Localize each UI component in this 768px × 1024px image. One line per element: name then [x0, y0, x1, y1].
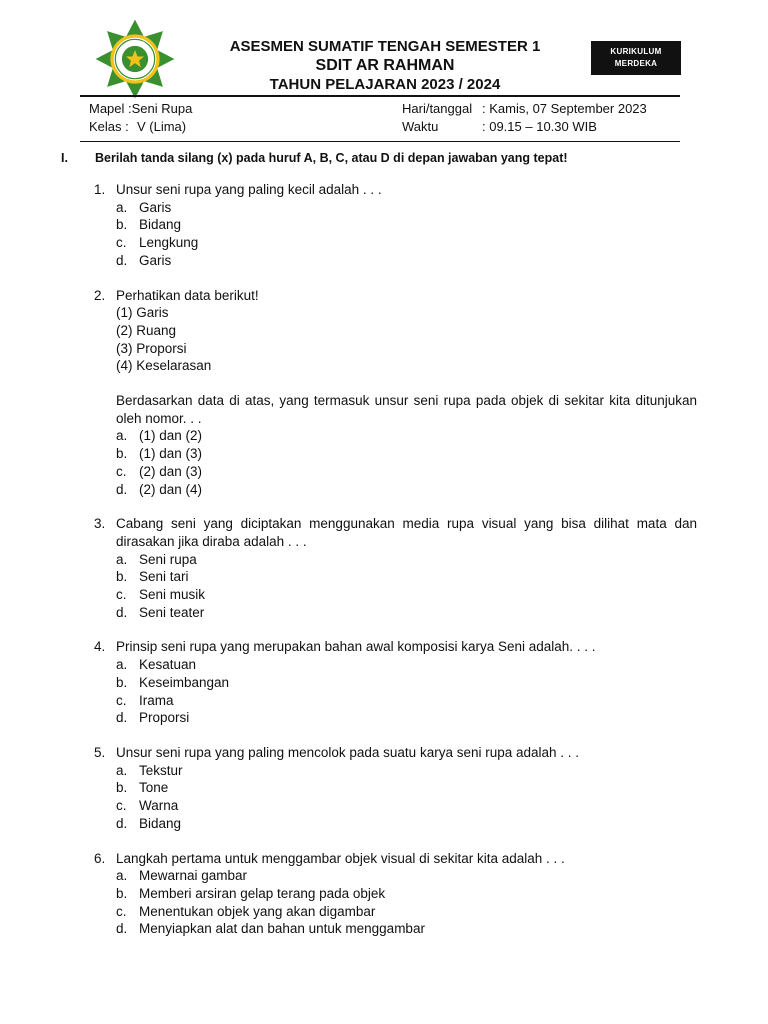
option-text: Kesatuan	[139, 657, 197, 673]
option-letter: d.	[116, 252, 128, 268]
question-stem	[94, 181, 697, 199]
option-letter: c.	[116, 463, 127, 479]
option-letter: a.	[116, 199, 128, 215]
option-a	[116, 867, 697, 885]
option-c	[116, 692, 697, 710]
mapel-value: Seni Rupa	[131, 101, 193, 116]
option-d	[116, 920, 697, 938]
option-letter: b.	[116, 885, 128, 901]
question-text: Unsur seni rupa yang paling mencolok pada suatu karya seni rupa adalah . . .	[116, 744, 580, 760]
mapel-label: Mapel :	[89, 101, 132, 116]
header-divider-top	[80, 95, 680, 97]
info-waktu	[402, 118, 647, 136]
question-text: Unsur seni rupa yang paling kecil adalah . . .	[116, 182, 382, 197]
badge-line-1: KURIKULUM	[610, 47, 662, 56]
question-stem	[94, 515, 697, 550]
option-d	[116, 252, 697, 270]
option-letter: a.	[116, 551, 128, 567]
question-number: 1.	[94, 182, 106, 197]
info-hari	[402, 100, 647, 118]
option-text: Garis	[139, 252, 172, 268]
option-letter: c.	[116, 903, 127, 919]
section-number: I.	[61, 151, 68, 165]
option-text: Irama	[139, 692, 174, 708]
question-number: 5.	[94, 744, 106, 760]
option-b	[116, 885, 697, 903]
option-text: (2) dan (3)	[139, 463, 203, 479]
option-text: Keseimbangan	[139, 674, 230, 690]
waktu-value: : 09.15 – 10.30 WIB	[482, 119, 597, 134]
option-d	[116, 604, 697, 622]
option-letter: d.	[116, 815, 128, 831]
school-logo-icon	[94, 18, 176, 100]
option-text: Garis	[139, 199, 172, 215]
hari-label: Hari/tanggal	[402, 101, 473, 116]
option-d	[116, 709, 697, 727]
question-1	[94, 181, 697, 270]
title-line-1: ASESMEN SUMATIF TENGAH SEMESTER 1	[229, 38, 541, 55]
option-text: Bidang	[139, 815, 182, 831]
info-mapel	[89, 100, 192, 118]
question-6	[94, 850, 697, 939]
kelas-value: V (Lima)	[137, 119, 187, 134]
option-letter: c.	[116, 235, 127, 251]
hari-value: : Kamis, 07 September 2023	[482, 101, 647, 116]
option-letter: a.	[116, 762, 128, 778]
question-text: Cabang seni yang diciptakan menggunakan media rupa visual yang bisa dilihat mata dan dirasakan jika diraba adalah . . .	[116, 516, 697, 549]
question-list	[94, 181, 697, 955]
info-right	[402, 100, 647, 136]
question-number: 3.	[94, 516, 106, 532]
option-text: (2) dan (4)	[139, 481, 203, 497]
option-b	[116, 568, 697, 586]
option-letter: a.	[116, 657, 128, 673]
question-number: 4.	[94, 639, 106, 655]
question-stem	[94, 744, 697, 762]
option-letter: c.	[116, 798, 127, 814]
option-text: Warna	[139, 798, 179, 814]
option-letter: b.	[116, 446, 128, 462]
option-text: Memberi arsiran gelap terang pada objek	[139, 885, 386, 901]
option-text: Tekstur	[139, 762, 183, 778]
title-line-3: TAHUN PELAJARAN 2023 / 2024	[269, 76, 501, 93]
option-letter: d.	[116, 921, 128, 937]
option-b	[116, 445, 697, 463]
option-b	[116, 779, 697, 797]
question-text: Perhatikan data berikut!	[116, 287, 259, 303]
option-text: Seni tari	[139, 569, 189, 585]
option-letter: d.	[116, 604, 128, 620]
option-text: Bidang	[139, 217, 182, 233]
option-text: Proporsi	[139, 710, 190, 726]
option-c	[116, 463, 697, 481]
question-5	[94, 744, 697, 833]
section-heading	[61, 151, 568, 165]
question-stem	[94, 287, 697, 305]
option-c	[116, 234, 697, 252]
option-c	[116, 903, 697, 921]
option-a	[116, 762, 697, 780]
option-letter: c.	[116, 587, 127, 603]
option-letter: b.	[116, 217, 128, 233]
option-text: Tone	[139, 780, 169, 796]
option-text: Menentukan objek yang akan digambar	[139, 903, 376, 919]
option-d	[116, 815, 697, 833]
curriculum-badge	[591, 41, 681, 75]
data-item-4: (4) Keselarasan	[116, 358, 212, 374]
option-c	[116, 586, 697, 604]
option-letter: c.	[116, 692, 127, 708]
option-letter: b.	[116, 569, 128, 585]
waktu-label: Waktu	[402, 119, 439, 134]
option-text: Mewarnai gambar	[139, 868, 248, 884]
option-b	[116, 674, 697, 692]
option-letter: b.	[116, 780, 128, 796]
question-text: Langkah pertama untuk menggambar objek visual di sekitar kita adalah . . .	[116, 850, 565, 866]
question-number: 2.	[94, 287, 106, 303]
data-item-2: (2) Ruang	[116, 322, 177, 338]
option-letter: d.	[116, 710, 128, 726]
header-divider-bottom	[80, 141, 680, 142]
kelas-label: Kelas :	[89, 119, 129, 134]
exam-title	[190, 37, 580, 94]
option-letter: a.	[116, 428, 128, 444]
question-3	[94, 515, 697, 621]
data-item-3: (3) Proporsi	[116, 340, 187, 356]
title-line-2: SDIT AR RAHMAN	[315, 57, 455, 74]
question-stem	[94, 850, 697, 868]
data-item-1: (1) Garis	[116, 305, 169, 321]
option-text: Seni musik	[139, 587, 206, 603]
section-instruction: Berilah tanda silang (x) pada huruf A, B, C, atau D di depan jawaban yang tepat!	[95, 151, 568, 165]
option-a	[116, 199, 697, 217]
question-paragraph: Berdasarkan data di atas, yang termasuk unsur seni rupa pada objek di sekitar kita ditunjukan oleh nomor. . .	[116, 393, 697, 426]
option-a	[116, 551, 697, 569]
option-text: Lengkung	[139, 235, 199, 251]
badge-line-2: MERDEKA	[614, 59, 658, 68]
info-kelas	[89, 118, 192, 136]
option-text: Seni teater	[139, 604, 205, 620]
option-a	[116, 656, 697, 674]
info-left	[89, 100, 192, 136]
option-letter: d.	[116, 481, 128, 497]
question-number: 6.	[94, 850, 106, 866]
question-2	[94, 287, 697, 499]
option-letter: a.	[116, 868, 128, 884]
question-stem	[94, 638, 697, 656]
option-a	[116, 427, 697, 445]
option-text: Seni rupa	[139, 551, 197, 567]
option-d	[116, 481, 697, 499]
option-text: (1) dan (3)	[139, 446, 203, 462]
option-c	[116, 797, 697, 815]
option-letter: b.	[116, 674, 128, 690]
option-text: Menyiapkan alat dan bahan untuk menggambar	[139, 921, 425, 937]
question-4	[94, 638, 697, 727]
option-b	[116, 216, 697, 234]
option-text: (1) dan (2)	[139, 428, 203, 444]
question-text: Prinsip seni rupa yang merupakan bahan awal komposisi karya Seni adalah. . . .	[116, 639, 596, 655]
